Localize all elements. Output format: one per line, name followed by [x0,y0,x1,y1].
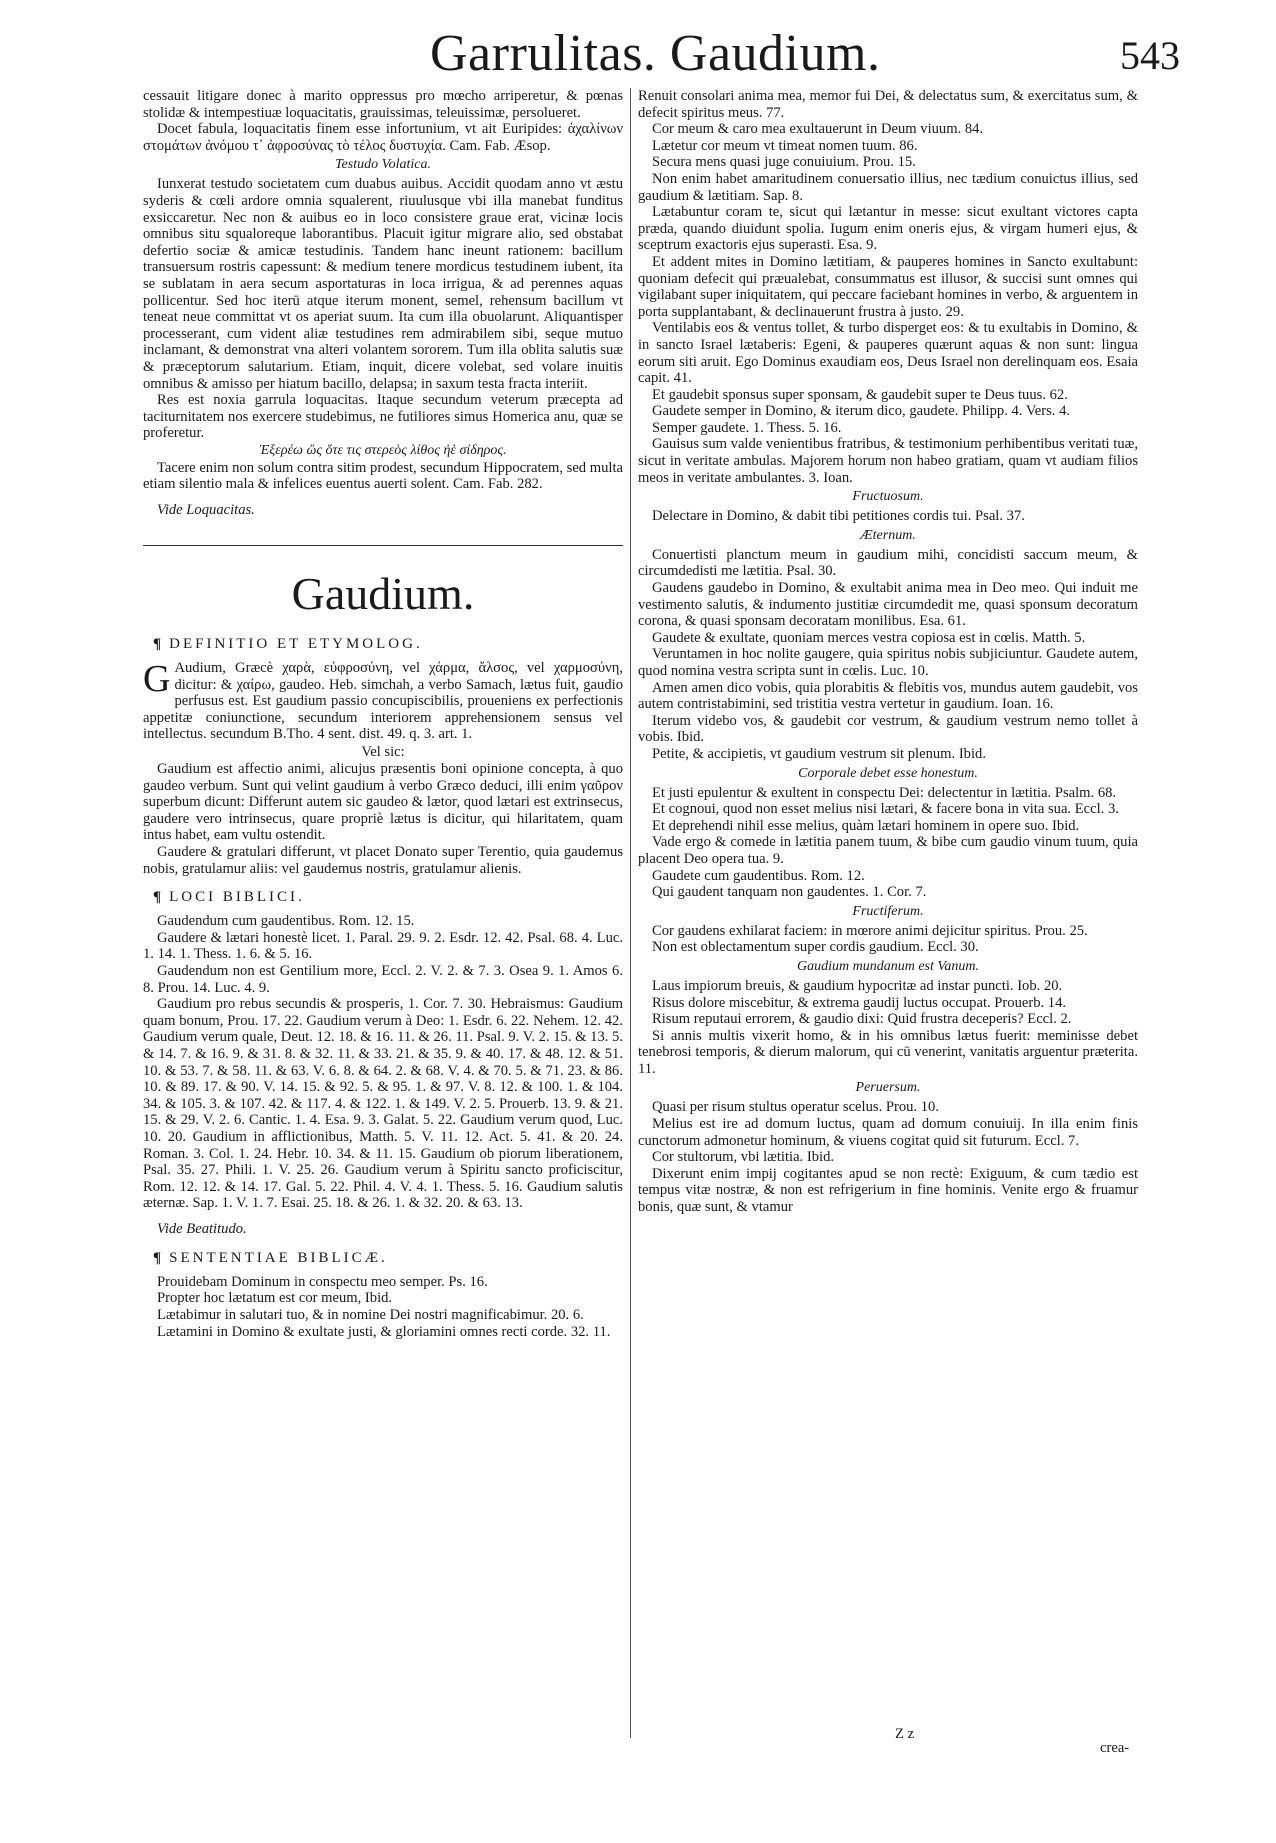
paragraph: Lætabimur in salutari tuo, & in nomine Dei nostri magnificabimur. 20. 6. [157,1307,584,1324]
section-divider [143,545,623,546]
paragraph: Risus dolore miscebitur, & extrema gaudij luctus occupat. Prouerb. 14. [652,994,1067,1011]
section-heading-definitio [153,634,623,654]
subheading-corporale: Corporale debet esse honestum. [798,765,978,781]
subheading-fructuosum: Fructuosum. [852,489,924,505]
subheading-mundanum: Gaudium mundanum est Vanum. [797,958,979,974]
paragraph: Propter hoc lætatum est cor meum, Ibid. [157,1290,393,1307]
paragraph: Et gaudebit sponsus super sponsam, & gaudebit super te Deus tuus. 62. [652,386,1068,403]
greek-quote: Ἐξερέω ὥς ὅτε τις στερεὸς λίθος ἠὲ σίδηρος. [259,442,507,458]
paragraph: Et justi epulentur & exultent in conspectu Dei: delectentur in lætitia. Psalm. 68. [652,784,1117,801]
paragraph: Gaudium pro rebus secundis & prosperis, 1. Cor. 7. 30. Hebraismus: Gaudium quam bonum, Prou. 17. 22. Gaudium verum à Deo: 1. Esdr. 6. 22. Nehem. 12. 42. Gaudium verum quale, Deut. 12. 18. & 16. 11. & 26. 11. Psal. 9. V. 2. 15. & 13. 5. & 14. 7. & 16. 9. & 31. 8. & 32. 11. & 33. 21. & 35. 9. & 40. 17. & 48. 12. & 51. 10. & 53. 7. & 58. 11. & 63. V. 6. 8. & 64. 2. & 68. V. 4. & 70. 5. & 71. 23. & 86. 10. & 89. 17. & 90. V. 14. 15. & 92. 5. & 95. 1. & 97. V. 8. 12. & 100. 1. & 104. 34. & 105. 3. & 107. 42. & 117. 4. & 122. 1. & 149. V. 2. 5. Prouerb. 13. 9. & 21. 15. & 29. V. 2. 6. Cantic. 1. 4. Esa. 9. 3. Galat. 5. 22. Gaudium verum quod, Luc. 10. 20. Gaudium in afflictionibus, Matth. 5. V. 11. 12. Act. 5. 41. & 20. 24. Roman. 3. Col. 1. 24. Hebr. 10. 34. & 11. 15. Gaudium ob piorum liberationem, Psal. 35. 27. Phili. 1. V. 25. 26. Gaudium verum à Spiritu sancto proficiscitur, Rom. 12. 12. & 14. 17. Gal. 5. 22. Phil. 4. V. 4. 1. Thess. 5. 16. Gaudium salutis æternæ. Sap. 1. V. 1. 7. Esai. 25. 18. & 26. 1. & 32. 20. & 63. 13. [143,996,623,1212]
section-heading-label: SENTENTIAE BIBLICÆ. [169,1249,388,1266]
paragraph: Lætabuntur coram te, sicut qui lætantur in messe: sicut exultant victores capta præda, quando diuidunt spolia. Iugum enim oneris ejus, & virgam humeri ejus, & sceptrum exactoris ejus superasti. Esa. 9. [638,204,1138,254]
running-title: Garrulitas. Gaudium. [430,25,881,82]
paragraph: Lætetur cor meum vt timeat nomen tuum. 86. [652,137,918,154]
paragraph: Cor stultorum, vbi lætitia. Ibid. [652,1149,835,1166]
signature-mark: Z z [895,1726,915,1742]
paragraph: Qui gaudent tanquam non gaudentes. 1. Cor. 7. [652,884,927,901]
paragraph: Gaudens gaudebo in Domino, & exultabit anima mea in Deo meo. Qui induit me vestimento salutis, & indumento justitiæ circumdedit me, quasi sponsum decoratum corona, & quasi sponsam decoratam monilibus. Esa. 61. [638,580,1138,630]
paragraph: Gauisus sum valde venientibus fratribus, & testimonium perhibentibus veritati tuæ, sicut in veritate ambulas. Majorem horum non habeo gratiam, quam vt audiam filios meos in veritate ambulantes. 3. Ioan. [638,436,1138,486]
paragraph: Gaudendum cum gaudentibus. Rom. 12. 15. [157,913,415,930]
paragraph: Non est oblectamentum super cordis gaudium. Eccl. 30. [652,939,979,956]
paragraph: Gaudere & lætari honestè licet. 1. Paral. 29. 9. 2. Esdr. 12. 42. Psal. 68. 4. Luc. 1. 14. 1. Thess. 1. 6. & 5. 16. [143,929,623,963]
paragraph: Conuertisti planctum meum in gaudium mihi, concidisti saccum meum, & circumdedisti me lætitia. Psal. 30. [638,546,1138,580]
main-heading: Gaudium. [291,568,475,620]
page-header [0,22,1276,92]
paragraph: Lætamini in Domino & exultate justi, & gloriamini omnes recti corde. 32. 11. [157,1323,611,1340]
paragraph: Amen amen dico vobis, quia plorabitis & flebitis vos, mundus autem gaudebit, vos autem contristabimini, sed tristitia vestra vertetur in gaudium. Ioan. 16. [638,679,1138,713]
paragraph: Veruntamen in hoc nolite gaugere, quia spiritus nobis subjiciuntur. Gaudete autem, quod nomina vestra scripta sunt in cœlis. Luc. 10. [638,646,1138,679]
paragraph-mark-icon: ¶ [153,889,162,906]
paragraph: Docet fabula, loquacitatis finem esse infortunium, vt ait Euripides: ἀχαλίνων στομάτων ἀνόμου τ᾽ ἀφροσύνας τὸ τέλος δυστυχία. Cam. Fab. Æsop. [143,121,623,154]
catchword: crea- [1100,1740,1130,1756]
paragraph: Ventilabis eos & ventus tollet, & turbo disperget eos: & tu exultabis in Domino, & in sancto Israel lætaberis: Egeni, & pauperes quærunt aquas & non sunt: lingua eorum siti aruit. Ego Dominus exaudiam eos, Deus Israel non derelinquam eos. Esaia capit. 41. [638,320,1138,387]
paragraph: Renuit consolari anima mea, memor fui Dei, & delectatus sum, & exercitatus sum, & defecit spiritus meus. 77. [638,88,1138,121]
paragraph: Petite, & accipietis, vt gaudium vestrum sit plenum. Ibid. [652,745,986,762]
paragraph-mark-icon: ¶ [153,636,162,653]
paragraph: Cor meum & caro mea exultauerunt in Deum viuum. 84. [652,121,984,138]
paragraph: Si annis multis vixerit homo, & in his omnibus lætus fuerit: meminisse debet tenebrosi temporis, & dierum malorum, qui cū venerint, vanitatis arguentur præterita. 11. [638,1027,1138,1077]
paragraph: Res est noxia garrula loquacitas. Itaque secundum veterum præcepta ad taciturnitatem nos exercere studebimus, ne futiliores simus Homerica anu, quæ se proferetur. [143,392,623,442]
vel-sic-label: Vel sic: [361,744,405,761]
paragraph: Laus impiorum breuis, & gaudium hypocritæ ad instar puncti. Iob. 20. [652,977,1063,994]
paragraph: Secura mens quasi juge conuiuium. Prou. 15. [652,154,916,171]
paragraph: Non enim habet amaritudinem conuersatio illius, nec tædium conuictus illius, sed gaudium & lætitiam. Sap. 8. [638,170,1138,204]
column-divider [630,88,631,1738]
page-number: 543 [1120,33,1180,78]
paragraph: Gaudium est affectio animi, alicujus præsentis boni opinione concepta, à quo gaudeo verbum. Sunt qui velint gaudium à verbo Græco deduci, illi enim γαῦρον superbum dicunt: Differunt autem sic gaudeo & lætor, quod lætari est extrinsecus, gaudere vero intrinsecus, quare propriè lætus is dicitur, qui hilaritatem, quam intus habet, eam vultu ostendit. [143,761,623,844]
paragraph: Gaudete cum gaudentibus. Rom. 12. [652,867,865,884]
definition-paragraph [143,660,623,743]
section-heading-label: DEFINITIO ET ETYMOLOG. [169,636,423,653]
paragraph: Gaudere & gratulari differunt, vt placet Donato super Terentio, quia gaudemus nobis, gratulamur aliis: vel gaudemus nostris, gratulamur alienis. [143,844,623,877]
definition-text: Audium, Græcè χαρὰ, εὐφροσύνη, vel χάρμα, ἄλσος, vel χαρμοσύνη, dicitur: & χαίρω, gaudeo. Heb. simchah, a verbo Samach, lætus fuit, gaudio perfusus est. Est gaudium passio concupiscibilis, proueniens ex perfectionis appetitæ coniunctione, secundum interiorem apprehensionem sensus vel intellectus. secundum B.Tho. 4 sent. dist. 49. q. 3. art. 1. [143,660,623,743]
drop-cap: G [143,658,171,701]
paragraph: Et cognoui, quod non esset melius nisi lætari, & facere bona in vita sua. Eccl. 3. [652,801,1119,818]
paragraph: Prouidebam Dominum in conspectu meo semper. Ps. 16. [157,1273,488,1290]
paragraph: Semper gaudete. 1. Thess. 5. 16. [652,419,842,436]
paragraph: Dixerunt enim impij cogitantes apud se non rectè: Exiguum, & cum tædio est tempus vitæ nostræ, & non est refrigerium in fine hominis. Venite ergo & fruamur bonis, quæ sunt, & vtamur [638,1165,1138,1216]
paragraph: Et deprehendi nihil esse melius, quàm lætari hominem in opere suo. Ibid. [652,817,1080,834]
subheading-peruersum: Peruersum. [855,1080,921,1096]
paragraph: Tacere enim non solum contra sitim prodest, secundum Hippocratem, sed multa etiam silentio mala & infelices euentus auerti solent. Cam. Fab. 282. [143,459,623,493]
fable-title: Testudo Volatica. [335,157,431,173]
paragraph: Delectare in Domino, & dabit tibi petitiones cordis tui. Psal. 37. [652,508,1025,525]
cross-reference: Vide Loquacitas. [157,502,255,519]
subheading-fructiferum: Fructiferum. [852,903,924,919]
section-heading-loci [153,887,623,907]
paragraph: Gaudete & exultate, quoniam merces vestra copiosa est in cœlis. Matth. 5. [652,629,1086,646]
paragraph: Iterum videbo vos, & gaudebit cor vestrum, & gaudium vestrum nemo tollet à vobis. Ibid. [638,712,1138,746]
paragraph: Vade ergo & comede in lætitia panem tuum, & bibe cum gaudio vinum tuum, quia placent Deo opera tua. 9. [638,834,1138,867]
paragraph-mark-icon: ¶ [153,1249,162,1266]
left-column [143,88,623,1708]
paragraph: Quasi per risum stultus operatur scelus. Prou. 10. [652,1099,939,1116]
paragraph: cessauit litigare donec à marito oppressus pro mœcho arriperetur, & pœnas stolidæ & intempestiuæ loquacitatis, grauissimas, teleuissimæ, persolueret. [143,88,623,121]
paragraph: Risum reputaui errorem, & gaudio dixi: Quid frustra deceperis? Eccl. 2. [652,1011,1072,1028]
cross-reference: Vide Beatitudo. [157,1220,247,1237]
paragraph: Cor gaudens exhilarat faciem: in mœrore animi dejicitur spiritus. Prou. 25. [652,922,1088,939]
paragraph: Melius est ire ad domum luctus, quam ad domum conuiuij. In illa enim finis cunctorum admonetur hominum, & viuens cogitat quid sit futurum. Eccl. 7. [638,1116,1138,1149]
paragraph: Iunxerat testudo societatem cum duabus auibus. Accidit quodam anno vt æstu syderis & cœli ardore omnia squalerent, riuulusque vbi illa manebat funditus exsiccaretur. Nec non & auibus eo in loco consistere graue erat, vicinæ locis omnibus situ squaloreque laborantibus. Placuit igitur migrare alio, sed obstabat defertio sociæ & amicæ testudinis. Tandem hanc ineunt rationem: bacillum transuersum rostris capessunt: & medium tenere mordicus testudinem iubent, ita se sublatam in aera secum asportaturas in loca irrigua, & ad perennes aquas pollicentur. Sed hoc iterū atque iterum monent, semel, rehensum bacillum vt teneat neue committat vt os aperiat suum. Ita cum illa obuolarunt. Aliquantisper processerant, cum vident aliæ testudines rem admirabilem sibi, seque mutuo inclamant, & demonstrat vna alteri volantem sororem. Tum illa oblita salutis suæ & præceptorum salutarium. Etiam, inquit, dicere volebat, sed volare inuitis omnibus & amisso per hiatum bacillo, delapsa; in saxum testa fracta interiit. [143,176,623,392]
right-column [638,88,1138,1798]
paragraph: Et addent mites in Domino lætitiam, & pauperes homines in Sancto exultabunt: quoniam defecit qui præualebat, consummatus est illusor, & succisi sunt omnes qui vigilabant super iniquitatem, qui peccare faciebant homines in verbo, & arguentem in porta supplantabant, & declinauerunt frustra à justo. 29. [638,253,1138,320]
paragraph: Gaudendum non est Gentilium more, Eccl. 2. V. 2. & 7. 3. Osea 9. 1. Amos 6. 8. Prou. 14. Luc. 4. 9. [143,962,623,996]
subheading-aeternum: Æternum. [860,527,916,543]
section-heading-label: LOCI BIBLICI. [169,889,305,906]
paragraph: Gaudete semper in Domino, & iterum dico, gaudete. Philipp. 4. Vers. 4. [652,403,1071,420]
section-heading-sententiae [153,1248,623,1268]
